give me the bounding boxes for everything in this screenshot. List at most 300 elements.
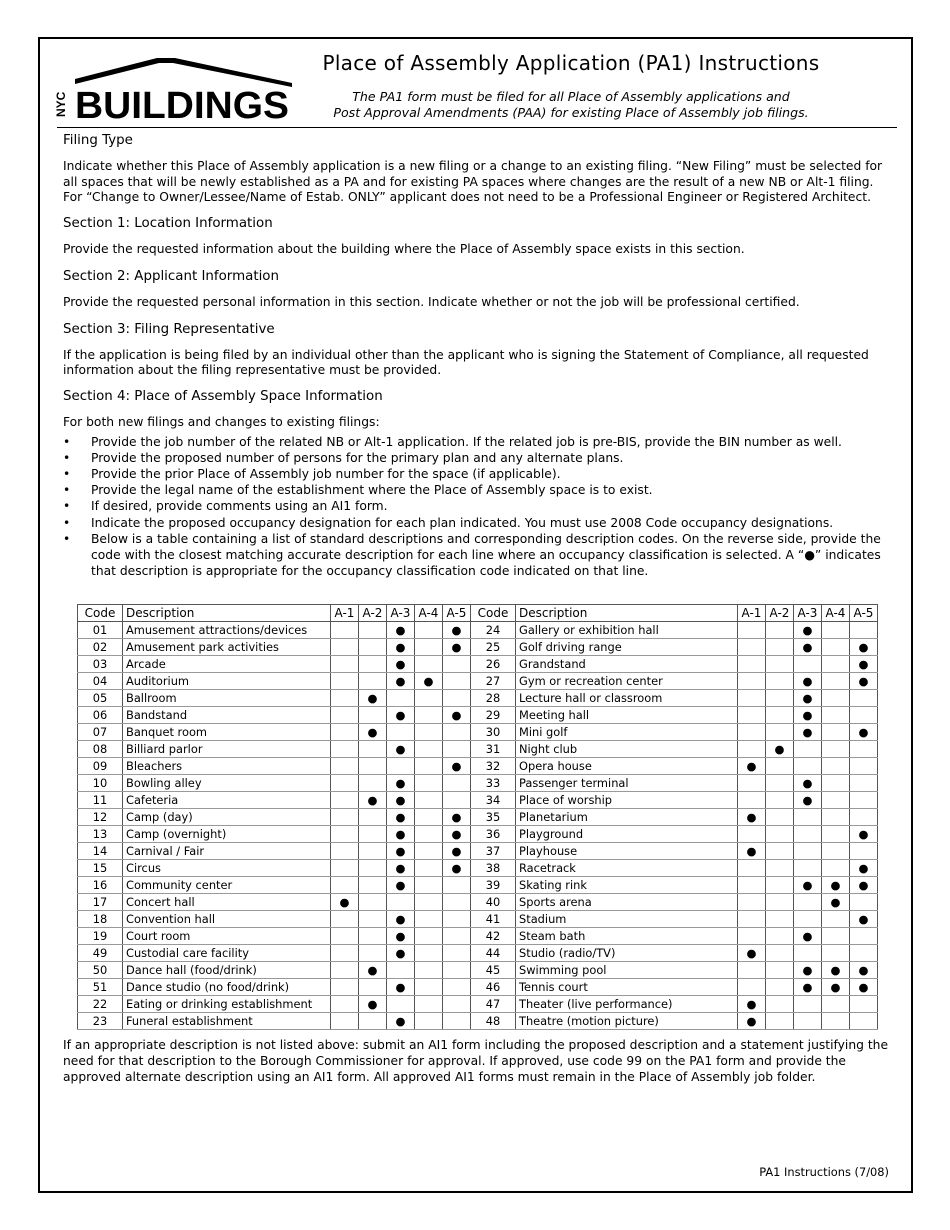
code-cell: 51 xyxy=(78,979,123,996)
mark-cell-a3: ● xyxy=(387,775,415,792)
mark-cell-a4 xyxy=(822,928,850,945)
code-cell: 44 xyxy=(471,945,516,962)
mark-cell-a2 xyxy=(766,639,794,656)
mark-cell-a5: ● xyxy=(850,673,878,690)
code-cell: 17 xyxy=(78,894,123,911)
description-cell: Arcade xyxy=(123,656,331,673)
mark-cell-a5: ● xyxy=(850,911,878,928)
mark-cell-a5 xyxy=(443,928,471,945)
mark-cell-a4: ● xyxy=(822,894,850,911)
description-cell: Theatre (motion picture) xyxy=(516,1013,738,1030)
col-header-a4: A-4 xyxy=(822,605,850,622)
mark-cell-a4 xyxy=(822,996,850,1013)
mark-cell-a3: ● xyxy=(387,792,415,809)
logo-buildings-text: BUILDINGS xyxy=(75,85,289,127)
mark-cell-a3: ● xyxy=(794,792,822,809)
mark-cell-a5 xyxy=(850,996,878,1013)
code-cell: 31 xyxy=(471,741,516,758)
description-cell: Convention hall xyxy=(123,911,331,928)
mark-cell-a2 xyxy=(766,656,794,673)
mark-cell-a3 xyxy=(794,945,822,962)
table-row xyxy=(78,724,878,741)
description-cell: Funeral establishment xyxy=(123,1013,331,1030)
mark-cell-a2 xyxy=(359,707,387,724)
mark-cell-a3: ● xyxy=(794,979,822,996)
col-header-a3: A-3 xyxy=(387,605,415,622)
mark-cell-a5 xyxy=(850,1013,878,1030)
mark-cell-a1 xyxy=(331,622,359,639)
mark-cell-a2 xyxy=(359,860,387,877)
mark-cell-a3: ● xyxy=(794,724,822,741)
description-cell: Carnival / Fair xyxy=(123,843,331,860)
col-header-a2: A-2 xyxy=(359,605,387,622)
mark-cell-a4 xyxy=(415,860,443,877)
mark-cell-a5 xyxy=(443,673,471,690)
instructions-body xyxy=(63,132,891,579)
description-cell: Playground xyxy=(516,826,738,843)
code-cell: 16 xyxy=(78,877,123,894)
mark-cell-a3 xyxy=(794,741,822,758)
code-cell: 45 xyxy=(471,962,516,979)
mark-cell-a4 xyxy=(822,639,850,656)
mark-cell-a3: ● xyxy=(387,707,415,724)
code-cell: 04 xyxy=(78,673,123,690)
mark-cell-a5 xyxy=(850,775,878,792)
mark-cell-a1 xyxy=(738,792,766,809)
mark-cell-a4 xyxy=(415,962,443,979)
description-cell: Tennis court xyxy=(516,979,738,996)
mark-cell-a5: ● xyxy=(850,826,878,843)
description-cell: Dance studio (no food/drink) xyxy=(123,979,331,996)
bullet-text: Provide the proposed number of persons for the primary plan and any alternate plans. xyxy=(91,450,624,465)
description-cell: Opera house xyxy=(516,758,738,775)
code-cell: 05 xyxy=(78,690,123,707)
mark-cell-a3 xyxy=(387,996,415,1013)
list-item xyxy=(63,498,891,514)
mark-cell-a3: ● xyxy=(387,826,415,843)
code-cell: 33 xyxy=(471,775,516,792)
table-row xyxy=(78,945,878,962)
mark-cell-a3: ● xyxy=(794,775,822,792)
mark-cell-a5 xyxy=(850,690,878,707)
mark-cell-a2 xyxy=(359,656,387,673)
mark-cell-a5 xyxy=(850,843,878,860)
mark-cell-a1 xyxy=(331,979,359,996)
mark-cell-a2 xyxy=(766,911,794,928)
code-cell: 40 xyxy=(471,894,516,911)
table-row xyxy=(78,707,878,724)
description-cell: Bandstand xyxy=(123,707,331,724)
mark-cell-a2 xyxy=(359,758,387,775)
mark-cell-a4 xyxy=(822,622,850,639)
mark-cell-a2 xyxy=(359,809,387,826)
mark-cell-a1 xyxy=(331,690,359,707)
code-cell: 24 xyxy=(471,622,516,639)
mark-cell-a4 xyxy=(415,826,443,843)
mark-cell-a2 xyxy=(359,894,387,911)
mark-cell-a3: ● xyxy=(387,622,415,639)
code-cell: 06 xyxy=(78,707,123,724)
mark-cell-a1 xyxy=(738,928,766,945)
description-cell: Court room xyxy=(123,928,331,945)
mark-cell-a2 xyxy=(766,894,794,911)
mark-cell-a3: ● xyxy=(387,979,415,996)
col-header-a2: A-2 xyxy=(766,605,794,622)
mark-cell-a1 xyxy=(331,843,359,860)
mark-cell-a5 xyxy=(443,894,471,911)
description-cell: Sports arena xyxy=(516,894,738,911)
mark-cell-a4 xyxy=(415,843,443,860)
mark-cell-a4 xyxy=(415,656,443,673)
mark-cell-a2 xyxy=(766,1013,794,1030)
code-cell: 39 xyxy=(471,877,516,894)
mark-cell-a2 xyxy=(766,707,794,724)
mark-cell-a3 xyxy=(794,843,822,860)
alternate-description-note: If an appropriate description is not listed above: submit an AI1 form including the proposed description and a statement justifying the need for that description to the Borough Commissioner for approval. If approved, use code 99 on the PA1 form and provide the approved alternate description using an AI1 form. All approved AI1 forms must remain in the Place of Assembly job folder. xyxy=(63,1038,889,1084)
mark-cell-a4 xyxy=(415,690,443,707)
mark-cell-a3: ● xyxy=(387,843,415,860)
section2-text: Provide the requested personal information in this section. Indicate whether or not the job will be professional certified. xyxy=(63,294,800,309)
mark-cell-a2 xyxy=(359,826,387,843)
mark-cell-a5 xyxy=(850,622,878,639)
bullet-icon: • xyxy=(63,467,71,482)
table-row xyxy=(78,758,878,775)
mark-cell-a1 xyxy=(331,758,359,775)
mark-cell-a3: ● xyxy=(387,809,415,826)
bullet-text: Provide the job number of the related NB or Alt-1 application. If the related job is pre-BIS, provide the BIN number as well. xyxy=(91,434,842,449)
description-cell: Theater (live performance) xyxy=(516,996,738,1013)
description-cell: Studio (radio/TV) xyxy=(516,945,738,962)
mark-cell-a1 xyxy=(738,707,766,724)
mark-cell-a3 xyxy=(794,996,822,1013)
mark-cell-a1: ● xyxy=(738,945,766,962)
mark-cell-a1 xyxy=(331,826,359,843)
mark-cell-a5 xyxy=(443,690,471,707)
mark-cell-a5: ● xyxy=(443,758,471,775)
mark-cell-a5: ● xyxy=(443,622,471,639)
list-item xyxy=(63,482,891,498)
table-row xyxy=(78,792,878,809)
mark-cell-a5: ● xyxy=(850,656,878,673)
mark-cell-a1 xyxy=(738,877,766,894)
table-body xyxy=(78,622,878,1030)
bullet-icon: • xyxy=(63,499,71,514)
code-cell: 08 xyxy=(78,741,123,758)
description-cell: Dance hall (food/drink) xyxy=(123,962,331,979)
mark-cell-a3 xyxy=(794,860,822,877)
mark-cell-a2 xyxy=(359,945,387,962)
mark-cell-a3 xyxy=(387,724,415,741)
description-cell: Racetrack xyxy=(516,860,738,877)
code-cell: 15 xyxy=(78,860,123,877)
mark-cell-a4 xyxy=(415,809,443,826)
description-cell: Golf driving range xyxy=(516,639,738,656)
table-row xyxy=(78,1013,878,1030)
mark-cell-a1 xyxy=(738,979,766,996)
mark-cell-a5 xyxy=(443,741,471,758)
mark-cell-a2: ● xyxy=(359,792,387,809)
mark-cell-a2 xyxy=(359,1013,387,1030)
table-row xyxy=(78,775,878,792)
mark-cell-a4 xyxy=(822,792,850,809)
col-header-a1: A-1 xyxy=(738,605,766,622)
mark-cell-a1 xyxy=(738,690,766,707)
table-row xyxy=(78,809,878,826)
mark-cell-a1 xyxy=(738,860,766,877)
description-cell: Meeting hall xyxy=(516,707,738,724)
mark-cell-a2 xyxy=(766,945,794,962)
mark-cell-a4 xyxy=(822,758,850,775)
mark-cell-a2 xyxy=(359,877,387,894)
description-cell: Bleachers xyxy=(123,758,331,775)
mark-cell-a5 xyxy=(850,792,878,809)
mark-cell-a4 xyxy=(415,1013,443,1030)
mark-cell-a2 xyxy=(766,928,794,945)
mark-cell-a1 xyxy=(738,741,766,758)
table-row xyxy=(78,741,878,758)
mark-cell-a3: ● xyxy=(794,622,822,639)
mark-cell-a3 xyxy=(387,894,415,911)
description-cell: Grandstand xyxy=(516,656,738,673)
code-cell: 22 xyxy=(78,996,123,1013)
section4-heading: Section 4: Place of Assembly Space Information xyxy=(63,388,383,404)
code-cell: 34 xyxy=(471,792,516,809)
mark-cell-a1 xyxy=(331,724,359,741)
section1-heading: Section 1: Location Information xyxy=(63,216,273,232)
mark-cell-a5: ● xyxy=(850,962,878,979)
mark-cell-a2 xyxy=(359,639,387,656)
mark-cell-a5 xyxy=(443,656,471,673)
code-cell: 30 xyxy=(471,724,516,741)
table-row xyxy=(78,690,878,707)
mark-cell-a1 xyxy=(738,775,766,792)
mark-cell-a1: ● xyxy=(738,996,766,1013)
section3-text: If the application is being filed by an individual other than the applicant who is signing the Statement of Compliance, all requested information about the filing representative must be provided. xyxy=(63,347,869,378)
col-header-a3: A-3 xyxy=(794,605,822,622)
mark-cell-a1: ● xyxy=(738,758,766,775)
description-cell: Passenger terminal xyxy=(516,775,738,792)
mark-cell-a2 xyxy=(359,843,387,860)
mark-cell-a1 xyxy=(738,656,766,673)
code-cell: 50 xyxy=(78,962,123,979)
description-cell: Gym or recreation center xyxy=(516,673,738,690)
mark-cell-a5 xyxy=(443,962,471,979)
mark-cell-a3 xyxy=(794,1013,822,1030)
mark-cell-a4: ● xyxy=(822,962,850,979)
code-cell: 10 xyxy=(78,775,123,792)
mark-cell-a2: ● xyxy=(359,996,387,1013)
mark-cell-a2 xyxy=(359,928,387,945)
description-cell: Custodial care facility xyxy=(123,945,331,962)
description-cell: Amusement attractions/devices xyxy=(123,622,331,639)
code-cell: 38 xyxy=(471,860,516,877)
mark-cell-a2 xyxy=(766,690,794,707)
mark-cell-a5: ● xyxy=(850,639,878,656)
mark-cell-a4 xyxy=(415,622,443,639)
mark-cell-a3: ● xyxy=(387,945,415,962)
mark-cell-a1 xyxy=(331,741,359,758)
mark-cell-a3 xyxy=(794,656,822,673)
code-cell: 35 xyxy=(471,809,516,826)
code-cell: 46 xyxy=(471,979,516,996)
footer-form-id: PA1 Instructions (7/08) xyxy=(759,1165,889,1179)
mark-cell-a2: ● xyxy=(359,690,387,707)
code-cell: 09 xyxy=(78,758,123,775)
description-cell: Stadium xyxy=(516,911,738,928)
mark-cell-a1 xyxy=(738,622,766,639)
mark-cell-a3: ● xyxy=(387,639,415,656)
header-divider xyxy=(57,127,897,128)
mark-cell-a3: ● xyxy=(387,928,415,945)
table-row xyxy=(78,894,878,911)
mark-cell-a3: ● xyxy=(794,673,822,690)
description-cell: Billiard parlor xyxy=(123,741,331,758)
mark-cell-a5: ● xyxy=(443,843,471,860)
page-frame xyxy=(38,37,913,1193)
mark-cell-a3: ● xyxy=(387,1013,415,1030)
description-cell: Amusement park activities xyxy=(123,639,331,656)
mark-cell-a1 xyxy=(738,673,766,690)
mark-cell-a4 xyxy=(822,860,850,877)
table-row xyxy=(78,877,878,894)
mark-cell-a5 xyxy=(443,979,471,996)
mark-cell-a1 xyxy=(331,911,359,928)
code-cell: 26 xyxy=(471,656,516,673)
mark-cell-a4 xyxy=(415,639,443,656)
mark-cell-a2 xyxy=(359,911,387,928)
mark-cell-a3 xyxy=(387,690,415,707)
bullet-icon: • xyxy=(63,515,71,530)
mark-cell-a2 xyxy=(359,673,387,690)
mark-cell-a4 xyxy=(415,792,443,809)
list-item xyxy=(63,531,891,580)
mark-cell-a1 xyxy=(331,673,359,690)
mark-cell-a5 xyxy=(850,707,878,724)
col-header-a1: A-1 xyxy=(331,605,359,622)
table-row xyxy=(78,996,878,1013)
mark-cell-a5 xyxy=(443,775,471,792)
mark-cell-a5 xyxy=(443,877,471,894)
mark-cell-a1 xyxy=(331,928,359,945)
filing-type-text: Indicate whether this Place of Assembly application is a new filing or a change to an existing filing. “New Filing” must be selected for all spaces that will be newly established as a PA and for existing PA spaces where changes are the result of a new NB or Alt-1 filing. For “Change to Owner/Lessee/Name of Estab. ONLY” applicant does not need to be a Professional Engineer or Registered Architect. xyxy=(63,159,883,205)
table-row xyxy=(78,622,878,639)
mark-cell-a2 xyxy=(766,809,794,826)
mark-cell-a1 xyxy=(331,1013,359,1030)
col-header-a5: A-5 xyxy=(443,605,471,622)
mark-cell-a5: ● xyxy=(850,979,878,996)
code-cell: 48 xyxy=(471,1013,516,1030)
description-cell: Cafeteria xyxy=(123,792,331,809)
mark-cell-a5: ● xyxy=(850,877,878,894)
mark-cell-a3: ● xyxy=(387,673,415,690)
code-cell: 03 xyxy=(78,656,123,673)
col-header-code: Code xyxy=(78,605,123,622)
mark-cell-a4 xyxy=(822,707,850,724)
mark-cell-a3: ● xyxy=(794,690,822,707)
mark-cell-a5 xyxy=(850,809,878,826)
mark-cell-a2: ● xyxy=(766,741,794,758)
mark-cell-a5 xyxy=(850,945,878,962)
mark-cell-a4 xyxy=(415,758,443,775)
mark-cell-a2 xyxy=(766,792,794,809)
nyc-buildings-logo xyxy=(54,57,292,127)
mark-cell-a1 xyxy=(331,775,359,792)
mark-cell-a5: ● xyxy=(443,639,471,656)
mark-cell-a2 xyxy=(359,775,387,792)
table-row xyxy=(78,860,878,877)
code-cell: 23 xyxy=(78,1013,123,1030)
col-header-code: Code xyxy=(471,605,516,622)
mark-cell-a1 xyxy=(331,996,359,1013)
page-title: Place of Assembly Application (PA1) Instructions xyxy=(322,51,820,75)
mark-cell-a1 xyxy=(738,724,766,741)
mark-cell-a3: ● xyxy=(794,877,822,894)
mark-cell-a2 xyxy=(766,877,794,894)
code-cell: 29 xyxy=(471,707,516,724)
filing-type-heading: Filing Type xyxy=(63,133,133,148)
mark-cell-a1 xyxy=(738,639,766,656)
mark-cell-a4 xyxy=(822,945,850,962)
mark-cell-a1 xyxy=(738,894,766,911)
table-row xyxy=(78,639,878,656)
logo-nyc-text: NYC xyxy=(54,91,68,117)
mark-cell-a2 xyxy=(766,758,794,775)
mark-cell-a3 xyxy=(387,962,415,979)
code-cell: 12 xyxy=(78,809,123,826)
description-cell: Skating rink xyxy=(516,877,738,894)
mark-cell-a2 xyxy=(766,843,794,860)
mark-cell-a4: ● xyxy=(822,877,850,894)
mark-cell-a2 xyxy=(359,979,387,996)
code-cell: 19 xyxy=(78,928,123,945)
mark-cell-a4 xyxy=(415,741,443,758)
code-cell: 14 xyxy=(78,843,123,860)
mark-cell-a5 xyxy=(443,996,471,1013)
bullet-icon: • xyxy=(63,450,71,465)
mark-cell-a2 xyxy=(766,962,794,979)
description-cell: Community center xyxy=(123,877,331,894)
mark-cell-a4 xyxy=(415,894,443,911)
mark-cell-a5: ● xyxy=(443,707,471,724)
mark-cell-a1 xyxy=(331,656,359,673)
mark-cell-a1 xyxy=(738,962,766,979)
mark-cell-a4 xyxy=(415,928,443,945)
mark-cell-a4 xyxy=(822,1013,850,1030)
mark-cell-a4 xyxy=(822,775,850,792)
bullet-text: If desired, provide comments using an AI1 form. xyxy=(91,499,388,514)
code-cell: 32 xyxy=(471,758,516,775)
description-cell: Banquet room xyxy=(123,724,331,741)
mark-cell-a5 xyxy=(443,945,471,962)
section4-bullet-list xyxy=(63,434,891,580)
mark-cell-a4 xyxy=(415,945,443,962)
subtitle-line-2: Post Approval Amendments (PAA) for existing Place of Assembly job filings. xyxy=(333,105,809,120)
mark-cell-a4 xyxy=(822,911,850,928)
mark-cell-a2 xyxy=(766,673,794,690)
mark-cell-a4 xyxy=(822,656,850,673)
description-cell: Ballroom xyxy=(123,690,331,707)
section3-heading: Section 3: Filing Representative xyxy=(63,321,275,337)
list-item xyxy=(63,450,891,466)
mark-cell-a2 xyxy=(766,775,794,792)
mark-cell-a4 xyxy=(822,673,850,690)
code-cell: 37 xyxy=(471,843,516,860)
mark-cell-a1 xyxy=(331,809,359,826)
mark-cell-a4 xyxy=(822,826,850,843)
mark-cell-a4 xyxy=(415,724,443,741)
mark-cell-a1 xyxy=(331,707,359,724)
table-row xyxy=(78,979,878,996)
